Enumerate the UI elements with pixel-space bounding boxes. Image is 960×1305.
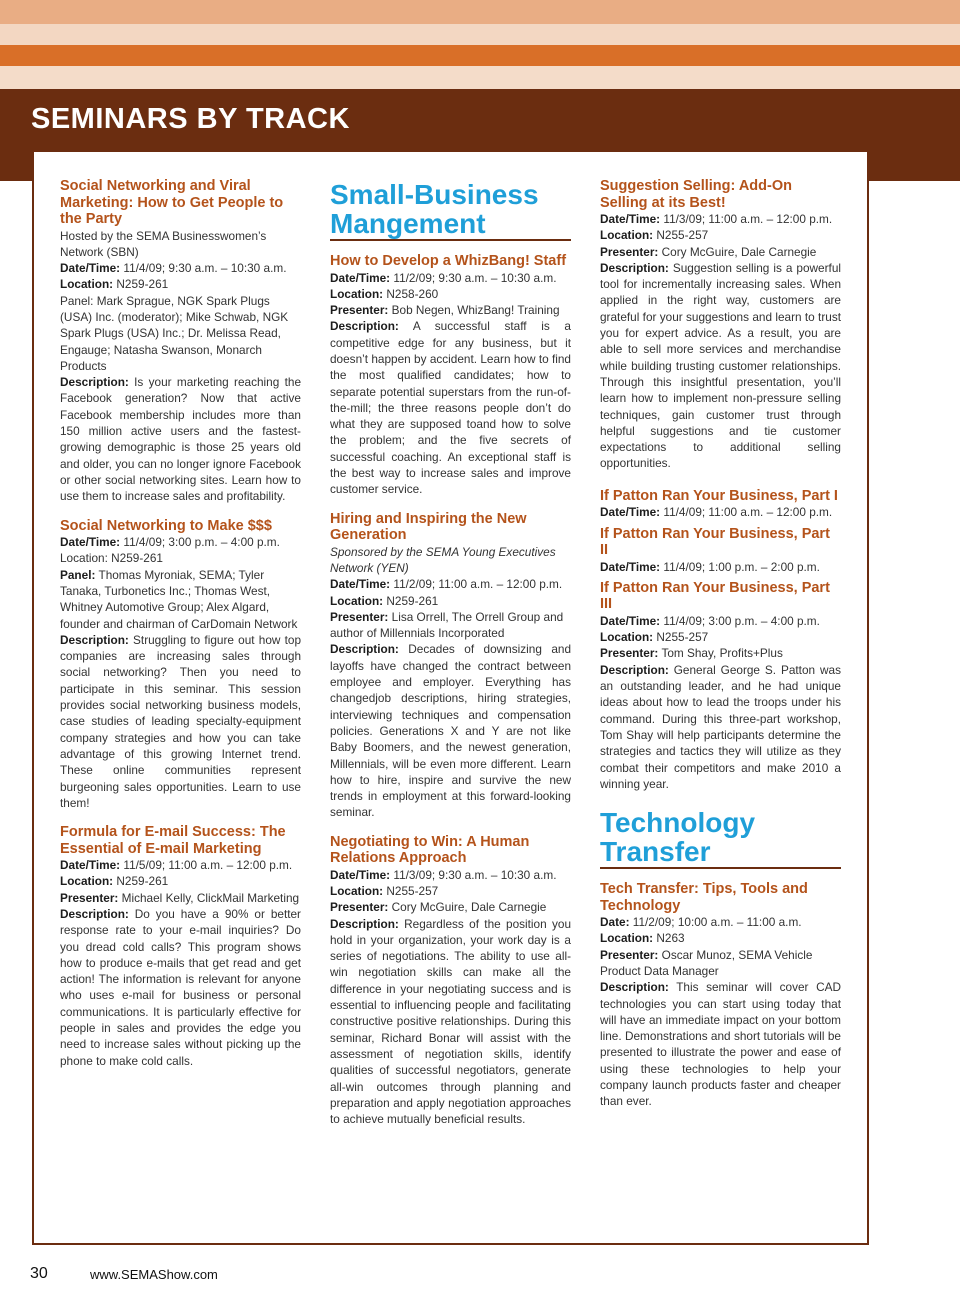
session-location: Location: N263 bbox=[600, 931, 685, 946]
session-datetime: Date/Time: 11/4/09; 11:00 a.m. – 12:00 p.m. bbox=[600, 505, 833, 520]
session-description: Description: This seminar will cover CAD technologies you can start using today that will have an immediate impact on your bottom line. Demonstrations and short tutorials will be presented to illustrate the power and ease of using these technologies to help your company launch products faster and cheaper than ever. bbox=[600, 980, 841, 1109]
header-stripe-1 bbox=[0, 0, 960, 24]
session-sponsor: Sponsored by the SEMA Young Executives Network (YEN) bbox=[330, 544, 556, 575]
session-presenter: Presenter: Bob Negen, WhizBang! Training bbox=[330, 303, 560, 318]
session-presenter: Presenter: Cory McGuire, Dale Carnegie bbox=[330, 900, 547, 915]
session-description: Description: Decades of downsizing and layoffs have changed the contract between employee and employer. Everything has changedjob descriptions, hiring strategies, interviewing techniques and compensation policies. Generations X and Y are not like Baby Boomers, and the newest generation, Millennials, will be even more different. Learn how to hire, inspire and survive the new trends in employment at this forward-looking seminar. bbox=[330, 642, 571, 820]
column-1 bbox=[60, 178, 301, 1069]
session-datetime: Date/Time: 11/4/09; 1:00 p.m. – 2:00 p.m. bbox=[600, 559, 820, 574]
session-panel: Panel: Thomas Myroniak, SEMA; Tyler Tanaka, Turbonetics Inc.; Thomas West, Whitney Automotive Group; Alex Algard, founder and chairman of CarDomain Network bbox=[60, 567, 298, 631]
session-tech-transfer bbox=[600, 881, 841, 1110]
session-location: Location: N255-257 bbox=[330, 884, 439, 898]
session-location: Location: N258-260 bbox=[330, 286, 439, 301]
session-email-success bbox=[60, 824, 301, 1069]
session-description: Description: Suggestion selling is a powerful tool for incrementally increasing sales. When applied in the right way, customers are grateful for your suggestions and learn to trust you for expert advice. As a result, you are able to sell more services and merchandise while building trusting customer relationships. Through this insightful presentation, you’ll learn how to implement non-pressure selling techniques, gain customer trust through helpful suggestions and tie customer expectations to additional selling opportunities. bbox=[600, 260, 841, 471]
page-title: SEMINARS BY TRACK bbox=[31, 103, 350, 135]
session-title: Tech Transfer: Tips, Tools and Technology bbox=[600, 881, 808, 914]
column-3 bbox=[600, 178, 841, 1110]
session-title: Formula for E-mail Success: The Essential of E-mail Marketing bbox=[60, 824, 286, 857]
session-location: Location: N259-261 bbox=[60, 551, 163, 566]
session-host: Hosted by the SEMA Businesswomen’s Network (SBN) bbox=[60, 228, 267, 259]
session-panel: Panel: Mark Sprague, NGK Spark Plugs (USA) Inc. (moderator); Mike Schwab, NGK Spark Plugs (USA) Inc.; Dr. Melissa Read, Engauge; Natasha Swanson, Monarch Products bbox=[60, 293, 289, 373]
session-hiring-new-generation bbox=[330, 511, 571, 821]
page-number: 30 bbox=[30, 1265, 48, 1282]
session-presenter: Presenter: Lisa Orrell, The Orrell Group and author of Millennials Incorporated bbox=[330, 609, 564, 641]
session-social-networking-sales bbox=[60, 518, 301, 812]
session-location: Location: N259-261 bbox=[60, 874, 169, 889]
session-title: If Patton Ran Your Business, Part III bbox=[600, 579, 830, 613]
session-description: Description: General George S. Patton was an outstanding leader, and he had unique ideas about how to lead the troops under his command. During this three-part workshop, Tom Shay will help participants determine the strategies and tactics they will utilize as they combat their competitors and make 2010 a winning year. bbox=[600, 662, 841, 791]
session-title: Social Networking and Viral Marketing: How to Get People to the Party bbox=[60, 178, 284, 227]
session-datetime: Date/Time: 11/2/09; 9:30 a.m. – 10:30 a.m. bbox=[330, 270, 557, 285]
page-footer bbox=[30, 1265, 218, 1283]
header-stripe-2 bbox=[0, 24, 960, 45]
session-datetime: Date/Time: 11/3/09; 11:00 a.m. – 12:00 p.m. bbox=[600, 212, 833, 226]
session-title: If Patton Ran Your Business, Part I bbox=[600, 487, 838, 504]
session-description: Description: A successful staff is a competitive edge for any business, but it doesn’t happen by accident. Learn how to find the most qualified candidates; how to separate potential superstars from the run-of-the-mill; the three reasons people don’t do what they are supposed toand how to solve the problem; and the five secrets of successful coaching. An exceptional staff is the best way to increase sales and improve customer service. bbox=[330, 319, 571, 497]
session-presenter: Presenter: Cory McGuire, Dale Carnegie bbox=[600, 244, 817, 259]
session-title: Suggestion Selling: Add-On Selling at its Best! bbox=[600, 178, 792, 211]
session-presenter: Presenter: Oscar Munoz, SEMA Vehicle Product Data Manager bbox=[600, 947, 813, 978]
session-datetime: Date/Time: 11/4/09; 3:00 p.m. – 4:00 p.m. bbox=[60, 535, 280, 550]
session-suggestion-selling bbox=[600, 178, 841, 472]
session-location: Location: N259-261 bbox=[60, 277, 169, 292]
session-date: Date: 11/2/09; 10:00 a.m. – 11:00 a.m. bbox=[600, 915, 802, 930]
session-description: Description: Struggling to figure out how top companies are increasing sales through social networking? Then you need to participate in this seminar. This session provides social networking business models, case studies of leading specialty-equipment company strategies and how you can take advantage of this growing Internet trend. These online communities represent burgeoning sales opportunities. Learn to use them! bbox=[60, 632, 302, 810]
session-presenter: Presenter: Tom Shay, Profits+Plus bbox=[600, 646, 783, 661]
session-datetime: Date/Time: 11/4/09; 3:00 p.m. – 4:00 p.m. bbox=[600, 613, 820, 628]
session-title: Social Networking to Make $$$ bbox=[60, 517, 272, 534]
session-description: Description: Do you have a 90% or better response rate to your e-mail inquiries? Do you dread cold calls? This program shows how to produce e-mails that get read and get action! The information is relevant for anyone who uses e-mail for business or personal communications. It is particularly effective for people in sales and provides the edge you need to increase sales without picking up the phone to make cold calls. bbox=[60, 906, 301, 1068]
session-patton-part-1 bbox=[600, 488, 841, 521]
session-location: Location: N255-257 bbox=[600, 630, 709, 645]
footer-url[interactable]: www.SEMAShow.com bbox=[90, 1267, 218, 1282]
session-datetime: Date/Time: 11/5/09; 11:00 a.m. – 12:00 p.m. bbox=[60, 858, 293, 873]
session-description: Description: Is your marketing reaching the Facebook generation? Now that active Facebook membership includes more than 150 million active users and the fastest-growing demographic is those 25 years old and older, you can no longer ignore Facebook or other social networking sites. Learn how to use them to increase sales and profitability. bbox=[60, 375, 302, 504]
session-presenter: Presenter: Michael Kelly, ClickMail Marketing bbox=[60, 890, 300, 905]
session-social-networking-viral bbox=[60, 178, 301, 505]
session-negotiating-to-win bbox=[330, 834, 571, 1128]
header-stripe-4 bbox=[0, 66, 960, 89]
session-datetime: Date/Time: 11/3/09; 9:30 a.m. – 10:30 a.m. bbox=[330, 867, 557, 882]
session-location: Location: N255-257 bbox=[600, 228, 709, 243]
session-title: Negotiating to Win: A Human Relations Approach bbox=[330, 833, 530, 867]
track-title-small-business: Small-Business Mangement bbox=[330, 178, 571, 241]
session-patton-part-2 bbox=[600, 526, 841, 575]
column-2 bbox=[330, 178, 571, 1127]
session-whizbang-staff bbox=[330, 253, 571, 498]
session-datetime: Date/Time: 11/2/09; 11:00 a.m. – 12:00 p.m. bbox=[330, 577, 563, 592]
track-title-technology-transfer: Technology Transfer bbox=[600, 806, 841, 869]
session-description: Description: Regardless of the position you hold in your organization, your work day is a series of negotiations. The ability to use all-win negotiation skills can make all the difference in your negotiating success and is essential to influencing people and facilitating constructive positive relationships. During this seminar, Richard Bonar will assist with the assessment of negotiation skills, identify qualities of successful negotiators, generate all-win outcomes through planning and preparation and apply negotiation approaches to achieve mutually beneficial results. bbox=[330, 916, 572, 1127]
session-title: Hiring and Inspiring the New Generation bbox=[330, 510, 527, 544]
session-title: How to Develop a WhizBang! Staff bbox=[330, 253, 567, 269]
header-stripe-3 bbox=[0, 45, 960, 66]
session-patton-part-3 bbox=[600, 580, 841, 792]
session-title: If Patton Ran Your Business, Part II bbox=[600, 525, 830, 559]
session-datetime: Date/Time: 11/4/09; 9:30 a.m. – 10:30 a.m. bbox=[60, 261, 287, 276]
session-location: Location: N259-261 bbox=[330, 593, 439, 608]
